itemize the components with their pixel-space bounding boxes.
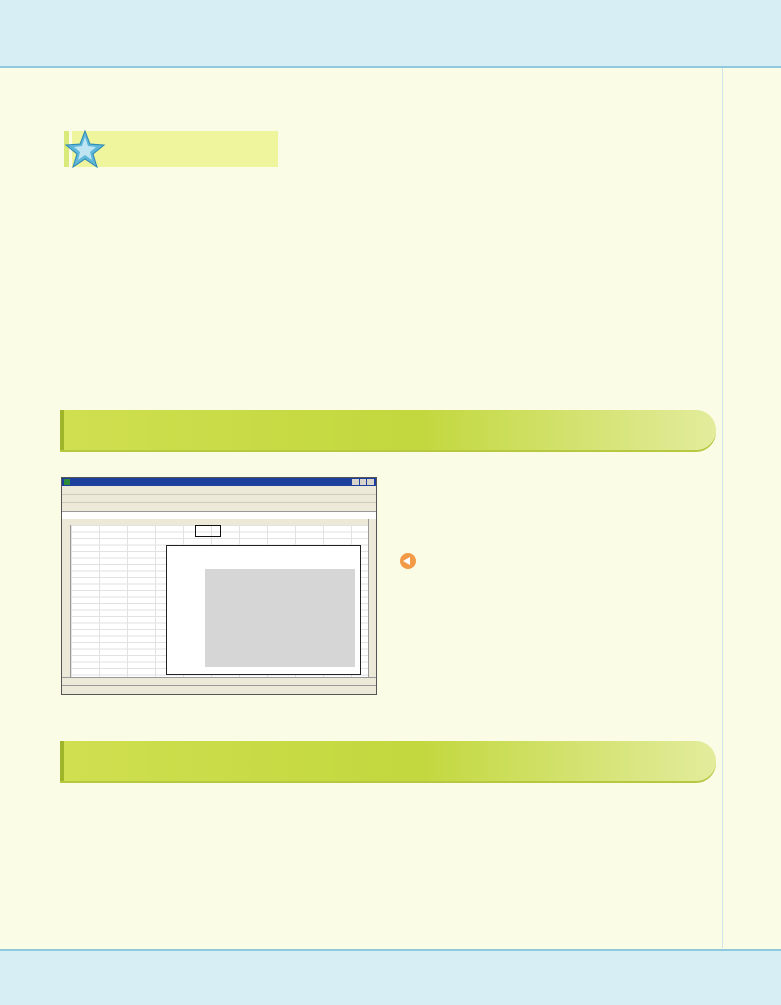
- excel-format-toolbar: [62, 502, 376, 511]
- section-heading-6-8: [60, 741, 716, 781]
- maximize-icon: [360, 479, 367, 485]
- intro-heading: [64, 128, 280, 170]
- section-heading-edge: [60, 410, 64, 450]
- minimize-icon: [352, 479, 359, 485]
- right-margin-rule: [722, 68, 723, 948]
- close-icon: [367, 479, 374, 485]
- top-band: [0, 0, 781, 66]
- window-controls: [352, 479, 374, 485]
- excel-screenshot: [61, 477, 377, 695]
- excel-row-headers: [62, 525, 71, 677]
- chart-plot-area: [205, 569, 355, 667]
- arrow-left-icon: [400, 553, 416, 569]
- excel-embedded-chart: [166, 545, 361, 675]
- star-icon: [64, 128, 106, 170]
- bottom-band: [0, 951, 781, 1005]
- chart-bars: [205, 569, 355, 667]
- section-heading-edge: [60, 741, 64, 781]
- excel-status-bar: [62, 685, 376, 695]
- excel-app-icon: [64, 479, 70, 485]
- excel-vertical-scrollbar: [368, 519, 377, 677]
- top-rule: [0, 66, 781, 68]
- excel-title-bar: [62, 478, 376, 486]
- excel-selected-cell: [195, 525, 221, 537]
- excel-menu-bar: [62, 486, 376, 494]
- section-heading-6-7: [60, 410, 716, 450]
